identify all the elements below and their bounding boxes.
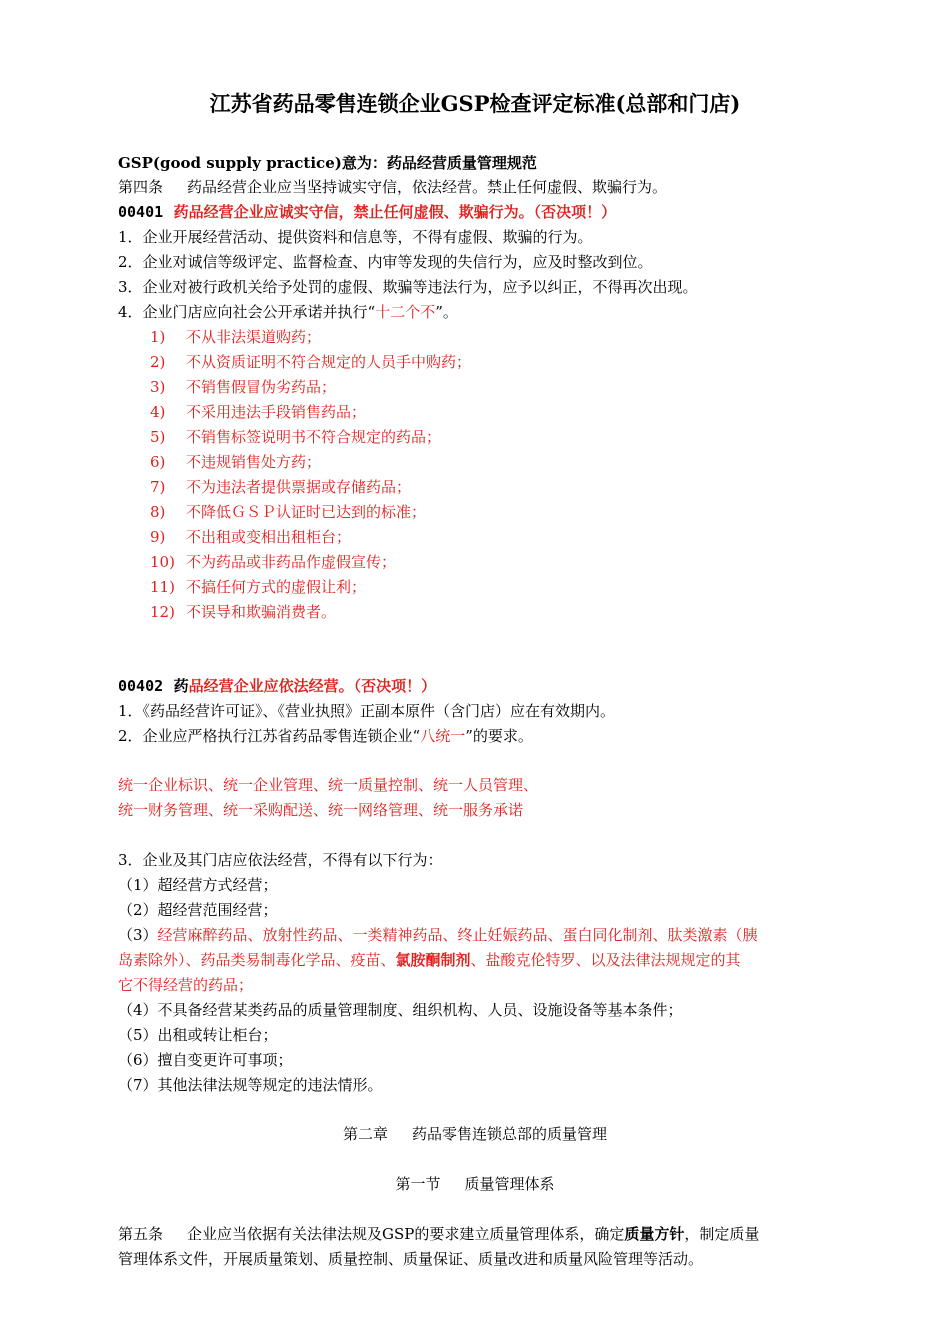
item-00401-heading <box>118 202 616 222</box>
point-2-prefix: 2．企业应严格执行江苏省药品零售连锁企业“ <box>118 727 421 745</box>
article-5-text-a: 企业应当依据有关法律法规及GSP的要求建立质量管理体系，确定 <box>187 1225 625 1243</box>
point-2-highlight: 八统一 <box>420 727 466 745</box>
prohibited-7: （7）其他法律法规等规定的违法情形。 <box>118 1076 383 1094</box>
twelve-nos-item <box>150 452 321 472</box>
chapter-title: 药品零售连锁总部的质量管理 <box>412 1125 608 1143</box>
item-00402-point-2 <box>118 726 533 746</box>
twelve-nos-item <box>150 552 396 572</box>
item-00401-code: 00401 <box>118 203 164 221</box>
item-number: 3) <box>150 378 166 396</box>
chapter-label: 第二章 <box>342 1125 388 1143</box>
twelve-nos-item <box>150 477 411 497</box>
section-heading <box>0 1174 950 1194</box>
item-number: 9) <box>150 528 166 546</box>
item-text: 不从资质证明不符合规定的人员手中购药； <box>186 353 472 371</box>
item-text: 不降低ＧＳＰ认证时已达到的标准； <box>186 503 427 521</box>
item-text: 不出租或变相出租柜台； <box>186 528 352 546</box>
item-number: 7) <box>150 478 166 496</box>
twelve-nos-item <box>150 602 336 622</box>
item-text: 不误导和欺骗消费者。 <box>186 603 337 621</box>
point-4-prefix: 4．企业门店应向社会公开承诺并执行“ <box>118 303 376 321</box>
item-number: 5) <box>150 428 166 446</box>
item-00402-text: 品经营企业应依法经营。（否决项！） <box>188 677 437 695</box>
twelve-nos-item <box>150 427 441 447</box>
article-5-text-c: ，制定质量 <box>684 1225 760 1243</box>
prohibited-4: （4）不具备经营某类药品的质量管理制度、组织机构、人员、设施设备等基本条件； <box>118 1001 683 1019</box>
item-00401-point-3: 3．企业对被行政机关给予处罚的虚假、欺骗等违法行为，应予以纠正，不得再次出现。 <box>118 278 698 296</box>
point-2-suffix: ”的要求。 <box>465 727 533 745</box>
twelve-nos-item <box>150 377 336 397</box>
prohibited-3-line-1 <box>118 925 758 945</box>
item-number: 11) <box>150 578 175 596</box>
twelve-nos-item <box>150 352 471 372</box>
twelve-nos-item <box>150 527 351 547</box>
item-number: 10) <box>150 553 175 571</box>
prohibited-3-line-2 <box>118 950 741 970</box>
twelve-nos-item <box>150 402 366 422</box>
prohibited-3-text: 经营麻醉药品、放射性药品、一类精神药品、终止妊娠药品、蛋白同化制剂、肽类激素（胰 <box>157 926 758 944</box>
item-00401-point-4 <box>118 302 458 322</box>
prohibited-3-prefix: （3） <box>118 926 158 944</box>
item-text: 不为违法者提供票据或存储药品； <box>186 478 412 496</box>
item-number: 4) <box>150 403 166 421</box>
document-title: 江苏省药品零售连锁企业GSP检查评定标准(总部和门店) <box>209 91 741 116</box>
prohibited-3-text-c: 、盐酸克伦特罗、以及法律法规规定的其 <box>470 951 741 969</box>
item-number: 2) <box>150 353 166 371</box>
prohibited-3-bold-drug: 氯胺酮制剂 <box>395 951 471 969</box>
prohibited-6: （6）擅自变更许可事项； <box>118 1051 293 1069</box>
item-00401-point-1: 1．企业开展经营活动、提供资料和信息等，不得有虚假、欺骗的行为。 <box>118 228 593 246</box>
item-number: 1) <box>150 328 166 346</box>
item-00402-heading <box>118 676 436 696</box>
eight-unified-line-2: 统一财务管理、统一采购配送、统一网络管理、统一服务承诺 <box>118 801 524 819</box>
item-text: 不销售假冒伪劣药品； <box>186 378 337 396</box>
chapter-heading <box>0 1124 950 1144</box>
point-4-highlight: 十二个不 <box>375 303 436 321</box>
prohibited-3-text-a: 岛素除外）、药品类易制毒化学品、疫苗、 <box>118 951 396 969</box>
article-5-line-2: 管理体系文件，开展质量策划、质量控制、质量保证、质量改进和质量风险管理等活动。 <box>118 1250 704 1268</box>
eight-unified-line-1: 统一企业标识、统一企业管理、统一质量控制、统一人员管理、 <box>118 776 539 794</box>
prohibited-5: （5）出租或转让柜台； <box>118 1026 278 1044</box>
article-5-label: 第五条 <box>118 1225 164 1243</box>
point-4-suffix: ”。 <box>435 303 458 321</box>
prohibited-1: （1）超经营方式经营； <box>118 876 278 894</box>
article-4-text: 药品经营企业应当坚持诚实守信，依法经营。禁止任何虚假、欺骗行为。 <box>187 178 668 196</box>
section-title: 质量管理体系 <box>464 1175 555 1193</box>
article-4-label: 第四条 <box>118 178 164 196</box>
item-text: 不搞任何方式的虚假让利； <box>186 578 367 596</box>
section-label: 第一节 <box>395 1175 441 1193</box>
item-text: 不违规销售处方药； <box>186 453 322 471</box>
item-number: 6) <box>150 453 166 471</box>
article-5-quality-policy: 质量方针 <box>624 1225 685 1243</box>
item-00401-text: 药品经营企业应诚实守信，禁止任何虚假、欺骗行为。（否决项！） <box>173 203 617 221</box>
item-text: 不为药品或非药品作虚假宣传； <box>186 553 397 571</box>
gsp-definition: GSP(good supply practice)意为：药品经营质量管理规范 <box>118 154 537 172</box>
twelve-nos-item <box>150 327 321 347</box>
item-00402-text-start: 药 <box>173 677 189 695</box>
article-5-line-1 <box>118 1224 759 1244</box>
article-4 <box>118 177 667 197</box>
item-number: 8) <box>150 503 166 521</box>
item-00402-point-1: 1．《药品经营许可证》、《营业执照》正副本原件（含门店）应在有效期内。 <box>118 702 616 720</box>
prohibited-3-line-3: 它不得经营的药品； <box>118 976 254 994</box>
prohibited-2: （2）超经营范围经营； <box>118 901 278 919</box>
item-00402-code: 00402 <box>118 677 164 695</box>
item-text: 不从非法渠道购药； <box>186 328 322 346</box>
item-00402-point-3: 3．企业及其门店应依法经营，不得有以下行为： <box>118 851 443 869</box>
item-text: 不采用违法手段销售药品； <box>186 403 367 421</box>
twelve-nos-item <box>150 577 366 597</box>
item-number: 12) <box>150 603 175 621</box>
item-00401-point-2: 2．企业对诚信等级评定、监督检查、内审等发现的失信行为，应及时整改到位。 <box>118 253 653 271</box>
item-text: 不销售标签说明书不符合规定的药品； <box>186 428 442 446</box>
twelve-nos-item <box>150 502 426 522</box>
